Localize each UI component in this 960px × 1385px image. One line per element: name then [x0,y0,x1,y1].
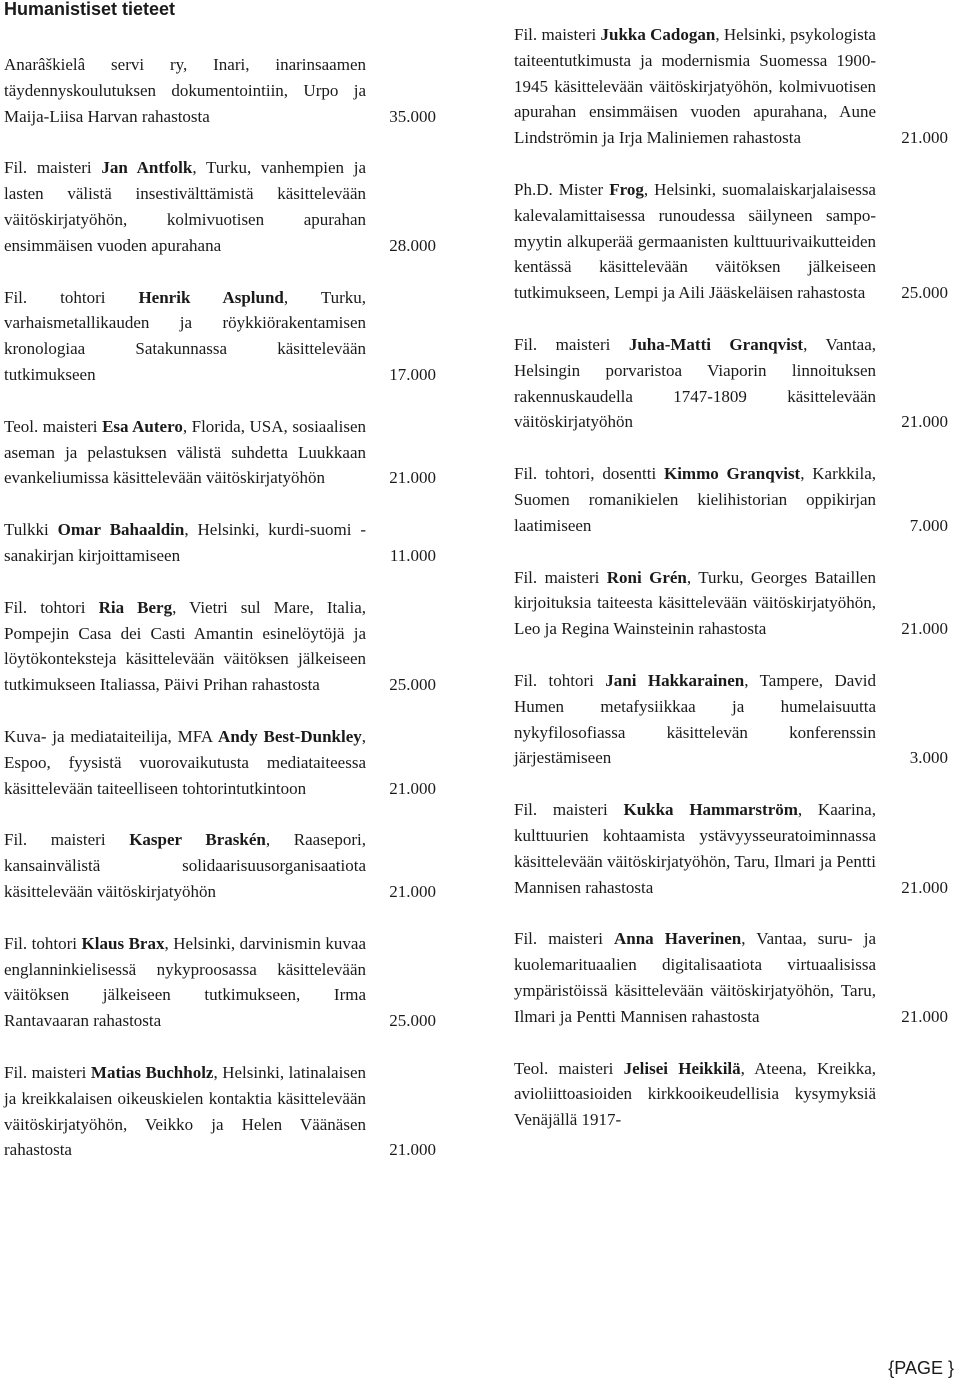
grant-amount: 25.000 [901,283,948,303]
recipient-title: Fil. tohtori [514,670,606,690]
grant-purpose: , Karkkila, Suomen romanikielen kielihistorian oppikirjan laatimiseen [514,464,876,535]
recipient-name: Jelisei Heikkilä [623,1058,741,1078]
grant-description [4,52,366,129]
grant-amount: 21.000 [901,1006,948,1026]
grant-entry [514,926,948,1029]
grant-amount: 21.000 [901,128,948,148]
grant-purpose: , Helsinki, psykologista taiteentutkimusta ja modernismia Suomessa 1900-1945 käsittelevään väitöskirjatyöhön, kolmivuotisen apurahan ensimmäisen vuoden apurahana, Aune Lindströmin ja Irja Maliniemen rahastosta [514,25,876,148]
grant-description [514,22,876,151]
grant-purpose: , Turku, Georges Bataillen kirjoituksia taiteesta käsittelevään väitöskirjatyöhön, Leo ja Regina Wainsteinin rahastosta [514,567,876,639]
section-title: Humanistiset tieteet [4,0,176,19]
grant-purpose: , Vantaa, Helsingin porvaristoa Viaporin linnoituksen rakennuskaudella 1747-1809 käsittelevään väitöskirjatyöhön [514,334,876,432]
grant-amount: 25.000 [389,675,436,695]
grant-description [4,517,366,569]
grant-description [514,797,876,900]
grant-purpose: , Florida, USA, sosiaalisen aseman ja pelastuksen välistä suhdetta Luukkaan evankeliumissa käsittelevään väitöskirjatyöhön [4,416,366,488]
grant-amount: 21.000 [389,468,436,488]
grant-entry [514,332,948,435]
grant-description [4,1060,366,1163]
grant-entry [4,517,436,569]
recipient-title: Teol. maisteri [514,1058,624,1078]
recipient-title: Fil. maisteri [4,830,130,850]
grant-entry [514,797,948,900]
grant-purpose: , Helsinki, latinalaisen ja kreikkalaisen oikeuskielen kontaktia käsittelevään väitöskirjatyöhön, Veikko ja Helen Väänäsen rahastosta [4,1062,366,1160]
grant-purpose: , Vantaa, suru- ja kuolemarituaalien digitalisaatiota virtuaalisissa ympäristöissä käsittelevään väitöskirjatyöhön, Taru, Ilmari ja Pentti Mannisen rahastosta [514,929,876,1026]
grant-purpose: , Helsinki, darvinismin kuvaa englanninkielisessä nykyproosassa käsittelevään väitöksen jälkeiseen tutkimukseen, Irma Rantavaaran rahastosta [4,933,366,1031]
grant-description [4,931,366,1034]
grant-amount: 21.000 [901,619,948,639]
grant-amount: 21.000 [389,778,436,798]
recipient-title: Fil. maisteri [514,800,624,820]
grant-entry [514,461,948,538]
grant-purpose: , Helsinki, suomalaiskarjalaisessa kalevalamittaisessa runoudessa säilyneen sampo-myytin alkuperää germaanisten kulttuurivaikutteiden kentässä käsittelevään väitöksen jälkeiseen tutkimukseen, Lempi ja Aili Jääskeläisen rahastosta [514,179,876,303]
grant-description [514,565,876,642]
grant-purpose: , Turku, varhaismetallikauden ja röykkiörakentamisen kronologiaa Satakunnassa käsittelevään tutkimukseen [4,287,367,384]
recipient-title: Fil. maisteri [514,25,601,44]
grant-description [514,668,876,771]
grant-purpose: , Tampere, David Humen metafysiikkaa ja humelaisuutta nykyfilosofiassa käsittelevän konferenssin järjestämiseen [514,670,876,768]
grant-entry [514,22,948,151]
recipient-name: Jani Hakkarainen [605,670,745,690]
grant-entry [4,1060,436,1163]
grant-description [514,461,876,538]
grant-purpose: , Kaarina, kulttuurien kohtaamista ystävyysseuratoiminnassa käsittelevään väitöskirjatyöhön, Taru, Ilmari ja Pentti Mannisen rahastosta [514,800,876,897]
recipient-title: Fil. tohtori [4,287,139,307]
recipient-title: Ph.D. Mister [514,179,610,199]
recipient-name: Henrik Asplund [138,287,284,307]
grant-amount: 25.000 [389,1011,436,1031]
page-number-field: {PAGE } [888,1358,954,1378]
recipient-title: Kuva- ja mediataiteilija, MFA [4,726,219,746]
recipient-name: Andy Best-Dunkley [218,726,362,746]
recipient-title: Tulkki [4,520,58,540]
grant-entry [514,668,948,771]
grant-amount: 28.000 [389,235,436,255]
grant-entry [4,285,436,388]
grant-entry [514,565,948,642]
recipient-title: Fil. maisteri [514,567,607,587]
recipient-name: Kimmo Granqvist [663,464,801,484]
recipient-title: Fil. tohtori [4,597,99,617]
grant-description [514,926,876,1029]
recipient-name: Frog [609,179,644,199]
recipient-name: Ria Berg [98,597,173,617]
recipient-name: Kukka Hammarström [623,800,798,820]
grant-description [4,724,366,801]
recipient-title: Fil. maisteri [4,1062,91,1082]
grant-entry [4,931,436,1034]
recipient-name: Klaus Brax [81,933,165,953]
recipient-name: Kasper Braskén [129,830,266,850]
grant-description [4,155,366,258]
grant-description [514,1056,876,1133]
grant-description [4,827,366,904]
recipient-title: Fil. tohtori [4,933,82,953]
recipient-title: Fil. maisteri [514,334,629,354]
grant-purpose: , Raasepori, kansainvälistä solidaarisuusorganisaatiota käsittelevään väitöskirjatyöhön [4,830,366,901]
grant-purpose: , Ateena, Kreikka, avioliittoasioiden kirkkooikeudellisia kysymyksiä Venäjällä 1917- [514,1058,876,1130]
recipient-name: Juha-Matti Granqvist [628,334,804,354]
grant-purpose: , Turku, vanhempien ja lasten välistä insestivälttämistä käsittelevään väitöskirjatyöhön, kolmivuotisen apurahan ensimmäisen vuoden apurahana [4,158,366,255]
recipient-name: Anna Haverinen [614,929,742,949]
grant-entry [514,177,948,306]
grant-description [4,285,366,388]
recipient-title: Fil. tohtori, dosentti [514,464,664,484]
grant-amount: 3.000 [909,748,948,768]
recipient-title: Fil. maisteri [514,929,614,949]
grant-description [514,177,876,306]
grant-amount: 11.000 [389,545,436,565]
grant-column-left [4,52,436,1189]
grant-description [4,414,366,491]
grant-purpose: Anarâškielâ servi ry, Inari, inarinsaamen täydennyskoulutuksen dokumentointiin, Urpo ja Maija-Liisa Harvan rahastosta [4,55,366,126]
grant-entry [4,52,436,129]
grant-entry [4,724,436,801]
grant-amount: 7.000 [909,515,948,535]
recipient-title: Teol. maisteri [4,416,103,436]
grant-entry [514,1056,948,1133]
grant-entry [4,155,436,258]
recipient-name: Jukka Cadogan [600,25,716,44]
grant-amount: 21.000 [389,881,436,901]
recipient-title: Fil. maisteri [4,158,102,178]
grant-purpose: , Vietri sul Mare, Italia, Pompejin Casa dei Casti Amantin esinelöytöjä ja löytökonteksteja käsittelevään väitöksen jälkeiseen tutkimukseen Italiassa, Päivi Prihan rahastosta [4,597,366,695]
grant-amount: 17.000 [389,364,436,384]
grant-amount: 35.000 [389,106,436,126]
grant-entry [4,595,436,698]
recipient-name: Omar Bahaaldin [57,520,185,540]
recipient-name: Esa Autero [102,416,183,436]
recipient-name: Roni Grén [606,567,687,587]
grant-column-right [514,22,948,1133]
recipient-name: Jan Antfolk [101,158,193,178]
grant-description [514,332,876,435]
grant-amount: 21.000 [389,1140,436,1160]
grant-amount: 21.000 [901,412,948,432]
grant-purpose: , Helsinki, kurdi-suomi -sanakirjan kirjoittamiseen [4,520,366,565]
grant-entry [4,827,436,904]
grant-purpose: , Espoo, fyysistä vuorovaikutusta mediataiteessa käsittelevään taiteelliseen tohtorintutkintoon [4,726,367,798]
grant-entry [4,414,436,491]
grant-description [4,595,366,698]
recipient-name: Matias Buchholz [90,1062,214,1082]
grant-amount: 21.000 [901,877,948,897]
